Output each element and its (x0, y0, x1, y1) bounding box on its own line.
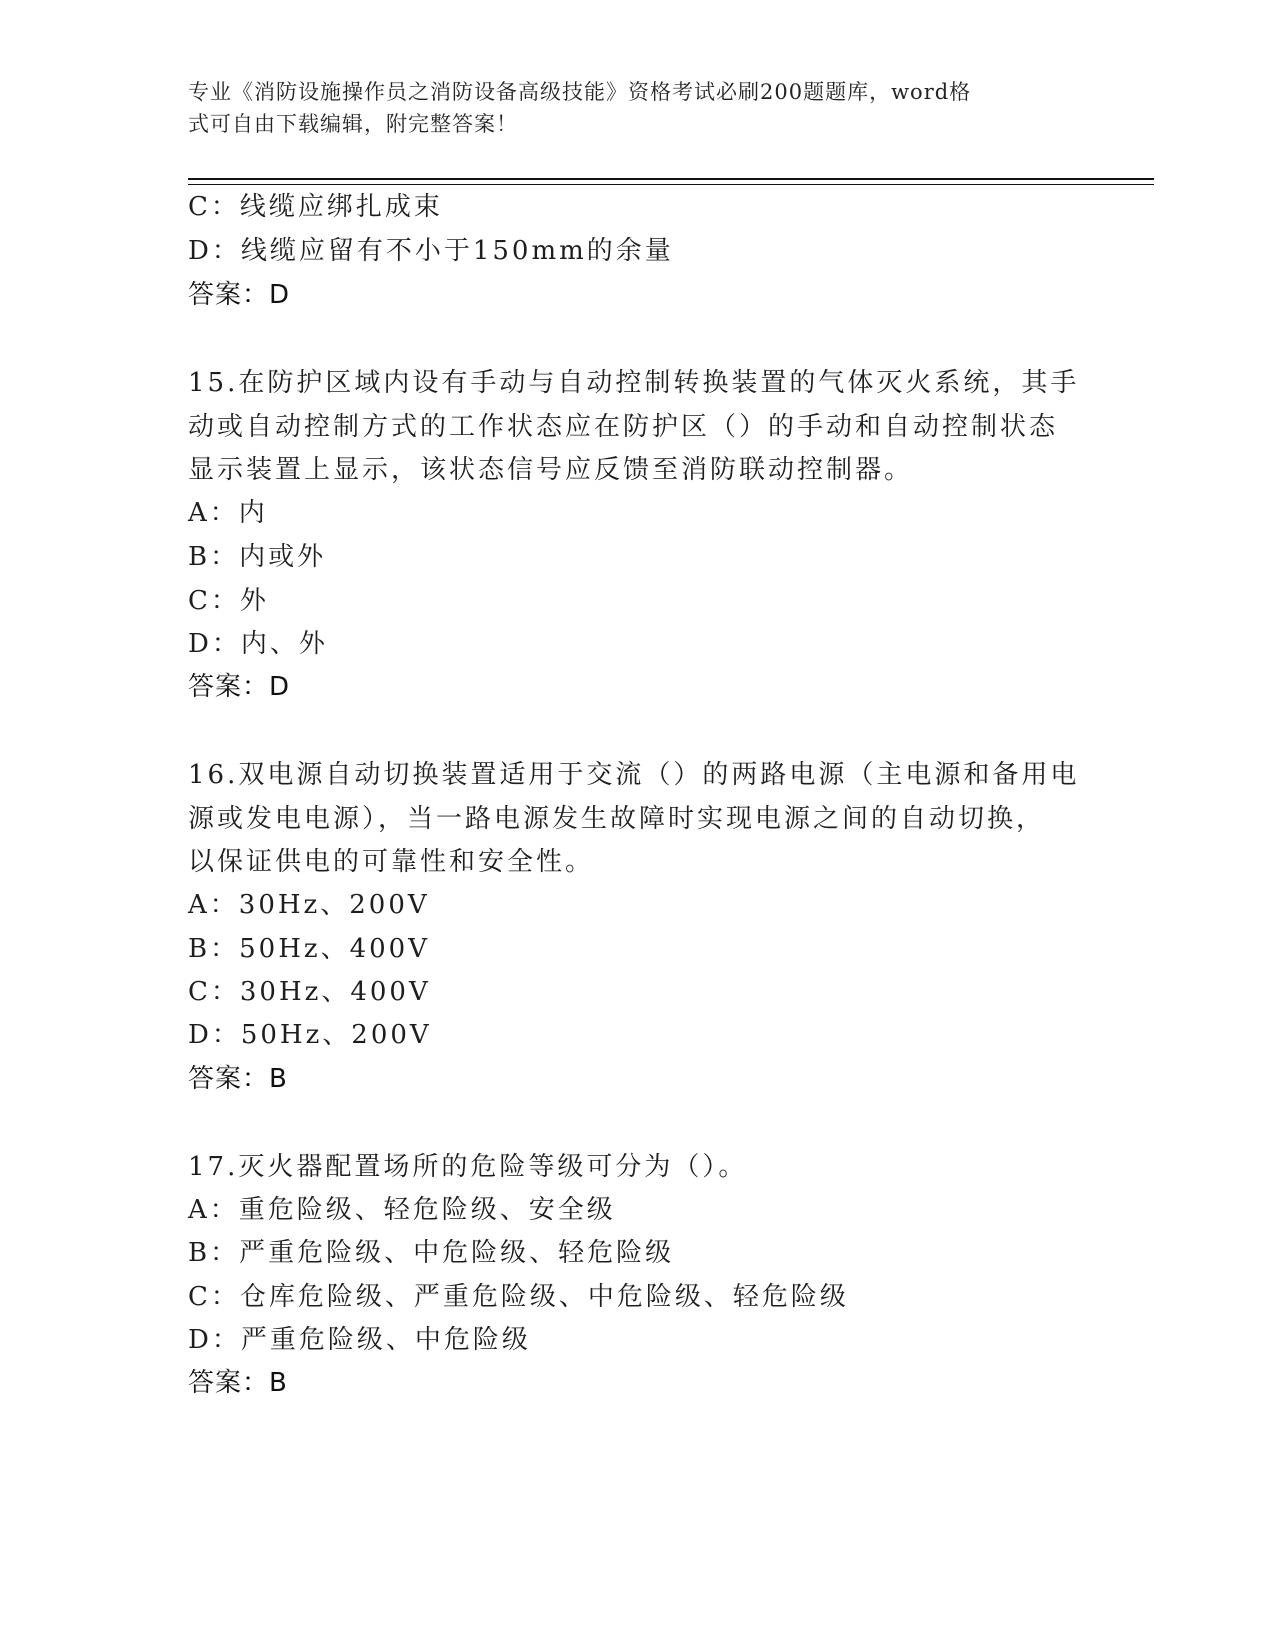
header-divider-thick (188, 178, 1154, 180)
q15-answer: 答案：D (188, 672, 291, 702)
q15-option-b: B：内或外 (188, 542, 327, 572)
q15-option-d: D：内、外 (188, 629, 328, 659)
q17-option-d: D：严重危险级、中危险级 (188, 1325, 531, 1355)
q16-stem-line-1: 16.双电源自动切换装置适用于交流（）的两路电源（主电源和备用电 (188, 760, 1080, 790)
q15-stem-line-3: 显示装置上显示，该状态信号应反馈至消防联动控制器。 (188, 455, 914, 485)
q17-option-b: B：严重危险级、中危险级、轻危险级 (188, 1238, 675, 1268)
q14-option-d: D：线缆应留有不小于150mm的余量 (188, 236, 674, 266)
header-line-2: 式可自由下载编辑，附完整答案！ (188, 112, 518, 136)
q15-option-a: A：内 (188, 498, 268, 528)
q14-option-c: C：线缆应绑扎成束 (188, 192, 443, 222)
q16-option-c: C：30Hz、400V (188, 977, 431, 1007)
header-divider-thin (188, 184, 1154, 185)
document-header (188, 76, 1068, 140)
q16-option-a: A：30Hz、200V (188, 890, 430, 920)
header-line-1: 专业《消防设施操作员之消防设备高级技能》资格考试必刷200题题库，word格 (188, 80, 972, 104)
q16-option-b: B：50Hz、400V (188, 934, 430, 964)
q17-option-c: C：仓库危险级、严重危险级、中危险级、轻危险级 (188, 1282, 849, 1312)
q16-stem-line-3: 以保证供电的可靠性和安全性。 (188, 847, 595, 877)
q17-option-a: A：重危险级、轻危险级、安全级 (188, 1195, 616, 1225)
q17-answer: 答案：B (188, 1368, 288, 1398)
q15-stem-line-1: 15.在防护区域内设有手动与自动控制转换装置的气体灭火系统，其手 (188, 368, 1080, 398)
q16-option-d: D：50Hz、200V (188, 1020, 432, 1050)
q14-answer: 答案：D (188, 280, 291, 310)
q16-stem-line-2: 源或发电电源），当一路电源发生故障时实现电源之间的自动切换， (188, 804, 1046, 834)
q15-option-c: C：外 (188, 586, 269, 616)
q16-answer: 答案：B (188, 1064, 288, 1094)
q17-stem-line-1: 17.灭火器配置场所的危险等级可分为（）。 (188, 1152, 748, 1182)
q15-stem-line-2: 动或自动控制方式的工作状态应在防护区（）的手动和自动控制状态 (188, 412, 1059, 442)
